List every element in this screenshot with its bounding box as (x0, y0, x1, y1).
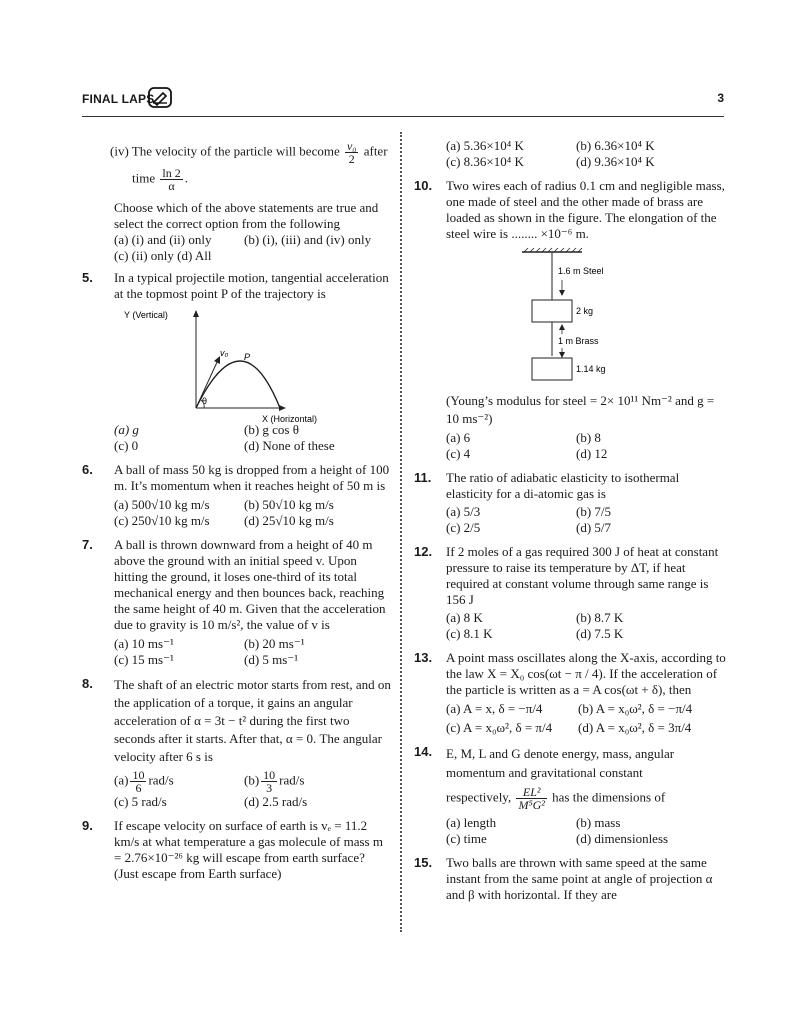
question-11: 11. The ratio of adiabatic elasticity to isothermal elasticity for a di-atomic gas is (a) 5/3 (b) 7/5 (c) 2/5 (d) 5/7 (414, 470, 680, 535)
question-8: 8. The shaft of an electric motor starts from rest, and on the application of a torque, it gains an angular acceleration of α = 3t − t² during the first two seconds after it starts. After that, α = 0. The angular velocity after 6 s is (a) $\frac{10}{6}$ rad/s (b) $\frac{10}{3}$ rad/s (c) 5 rad/s (d) 2.5 rad/s (82, 676, 391, 809)
question-5: 5. In a typical projectile motion, tangential acceleration at the topmost point P of the trajectory is Y (Vertical) v₀ P θ X (Horizontal) (a) g (b) g cos θ (c) 0 (d) None of these (82, 270, 389, 453)
right-column (414, 138, 726, 911)
q4-option-cd: (c) (ii) only (d) All (114, 248, 212, 263)
svg-text:v₀: v₀ (220, 348, 229, 358)
question-15: 15. Two balls are thrown with same speed at the same instant from the same point at angle of projection α and β with horizontal. If they are (414, 855, 713, 902)
fig-y-label: Y (Vertical) (124, 310, 168, 320)
page-number: 3 (717, 91, 724, 105)
svg-text:1.14 kg: 1.14 kg (576, 364, 606, 374)
q4-statement-iv: (iv) The velocity of the particle will become $\frac{\text{v₀}}{2}$ after time $\frac{\ln 2}{\alpha}$ . (110, 139, 388, 193)
fig-x-label: X (Horizontal) (262, 414, 318, 424)
pencil-logo-icon (148, 87, 172, 108)
svg-text:θ: θ (202, 396, 208, 406)
q4-instructions: Choose which of the above statements are true and select the correct option from the following (a) (i) and (ii) only (b) (i), (iii) and (iv) only (c) (ii) only (d) All (82, 200, 392, 264)
q4-option-b: (b) (i), (iii) and (iv) only (244, 232, 372, 247)
header-rule (82, 116, 724, 117)
wires-figure (446, 248, 706, 386)
left-column (82, 140, 392, 890)
question-9: 9. If escape velocity on surface of earth is vₑ = 11.2 km/s at what temperature a gas molecule of mass m = 2.76×10⁻²⁶ kg will escape from earth surface? (Just escape from Earth surface) (82, 818, 383, 881)
question-14: 14. E, M, L and G denote energy, mass, angular momentum and gravitational constant respectively, $\frac{\text{EL²}}{\text{M⁵G²}}$ has the dimensions of (a) length (b) mass (c) time (d) dimensionless (414, 744, 675, 846)
q9-options: (a) 5.36×10⁴ K (b) 6.36×10⁴ K (c) 8.36×10⁴ K (d) 9.36×10⁴ K (446, 138, 655, 169)
question-10: 10. Two wires each of radius 0.1 cm and negligible mass, one made of steel and the other made of brass are loaded as shown in the figure. The elongation of the steel wire is ........ ×10⁻⁶ m. 1.6 m Steel 2 kg 1 m Brass 1.14 kg (Young’s modulus for steel = 2× 10¹¹ Nm⁻² and g = 10 ms⁻²) (a) 6 (b) 8 (c) 4 (d) 12 (414, 178, 725, 461)
svg-text:2 kg: 2 kg (576, 306, 594, 316)
svg-text:1.6 m Steel: 1.6 m Steel (558, 266, 604, 276)
question-6: 6. A ball of mass 50 kg is dropped from a height of 100 m. It’s momentum when it reaches height of 50 m is (a) 500√10 kg m/s (b) 50√10 kg m/s (c) 250√10 kg m/s (d) 25√10 kg m/s (82, 462, 390, 528)
question-12: 12. If 2 moles of a gas required 300 J of heat at constant pressure to raise its temperature by ΔT, if heat required at constant volume through same range is 156 J (a) 8 K (b) 8.7 K (c) 8.1 K (d) 7.5 K (414, 544, 719, 641)
page-header (82, 88, 724, 114)
column-divider (400, 132, 402, 932)
projectile-figure (114, 304, 318, 424)
question-13: 13. A point mass oscillates along the X-axis, according to the law X = X₀ cos(ωt − π / 4). If the acceleration of the particle is written as a = A cos(ωt + δ), then (a) A = x, δ = −π/4 (b) A = x₀ω², δ = −π/4 (c) A = x₀ω², δ = π/4 (d) A = x₀ω², δ = 3π/4 (414, 650, 726, 735)
svg-text:P: P (244, 352, 251, 362)
svg-text:1 m Brass: 1 m Brass (558, 336, 599, 346)
q4-option-a: (a) (i) and (ii) only (114, 232, 212, 247)
brand-title: FINAL LAPS (82, 92, 155, 106)
question-7: 7. A ball is thrown downward from a height of 40 m above the ground with an initial speed v. Upon hitting the ground, it loses one-third of its total mechanical energy and then bounces back, reaching the same height of 40 m. Given that the acceleration due to gravity is 10 m/s², the value of v is (a) 10 ms⁻¹ (b) 20 ms⁻¹ (c) 15 ms⁻¹ (d) 5 ms⁻¹ (82, 537, 386, 667)
